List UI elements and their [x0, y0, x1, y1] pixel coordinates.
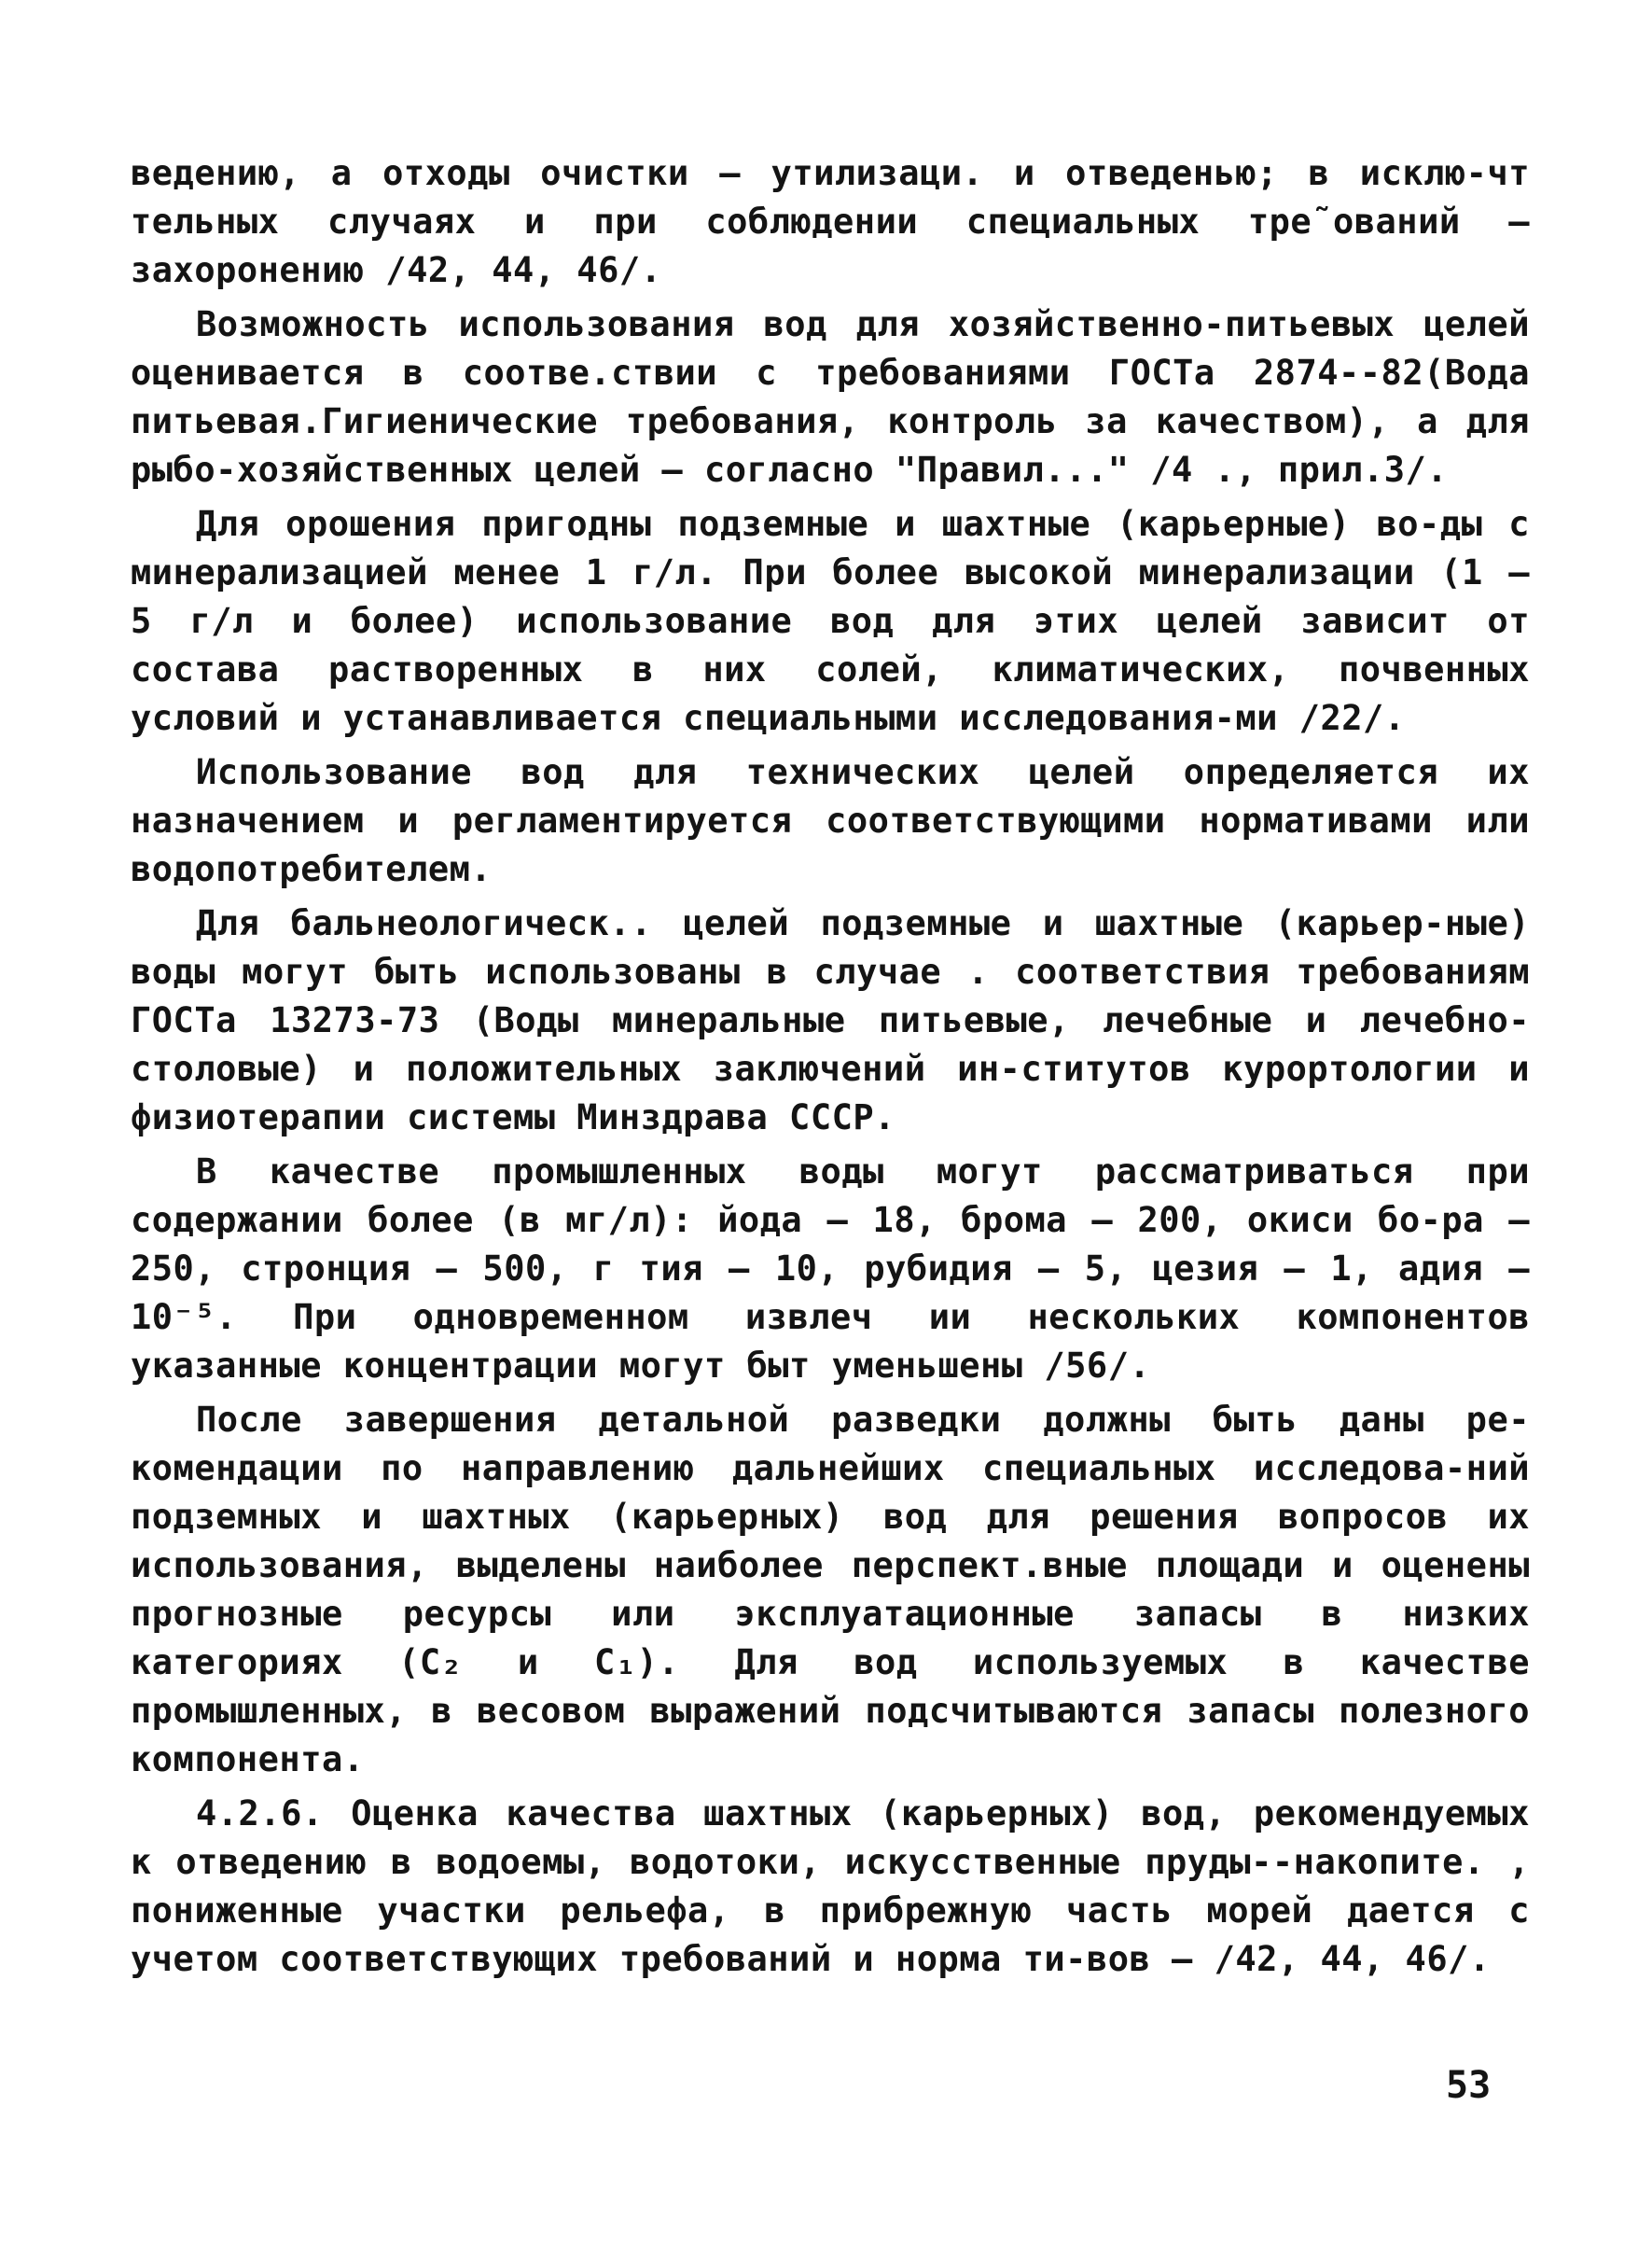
paragraph-6: В качестве промышленных воды могут рассматриваться при содержании более (в мг/л): йода – 18, брома – 200, окиси бо-ра – 250, стронция – 500, г тия – 10, рубидия – 5, цезия – 1, адия – 10⁻⁵. При одновременном извлеч ии нескольких компонентов указанные концентрации могут быт уменьшены /56/.: [131, 1151, 1530, 1386]
paragraph-4: Использование вод для технических целей определяется их назначением и регламентируется соответствующими нормативами или водопотребителем.: [131, 752, 1530, 889]
paragraph-5: Для бальнеологическ.. целей подземные и шахтные (карьер-ные) воды могут быть использованы в случае . соответствия требованиям ГОСТа 13273-73 (Воды минеральные питьевые, лечебные и лечебно-столовые) и положительных заключений ин-ститутов курортологии и физиотерапии системы Минздрава СССР.: [131, 903, 1530, 1137]
document-page: [131, 149, 1530, 2202]
paragraph-2: Возможность использования вод для хозяйственно-питьевых целей оценивается в соотве.ствии с требованиями ГОСТа 2874--82(Вода питьевая.Гигиенические требования, контроль за качеством), а для рыбо-хозяйственных целей – согласно "Правил..." /4 ., прил.3/.: [131, 304, 1530, 490]
paragraph-7: После завершения детальной разведки должны быть даны ре-комендации по направлению дальнейших специальных исследова-ний подземных и шахтных (карьерных) вод для решения вопросов их использования, выделены наиболее перспект.вные площади и оценены прогнозные ресурсы или эксплуатационные запасы в низких категориях (C₂ и C₁). Для вод используемых в качестве промышленных, в весовом выражений подсчитываются запасы полезного компонента.: [131, 1400, 1530, 1779]
paragraph-8: 4.2.6. Оценка качества шахтных (карьерных) вод, рекомендуемых к отведению в водоемы, водотоки, искусственные пруды--накопите. , пониженные участки рельефа, в прибрежную часть морей дается с учетом соответствующих требований и норма ти-вов – /42, 44, 46/.: [131, 1793, 1530, 1979]
page-number: 53: [1446, 2064, 1492, 2107]
paragraph-1: ведению, а отходы очистки – утилизаци. и отведенью; в исклю-чт тельных случаях и при соблюдении специальных тре˜ований – захоронению /42, 44, 46/.: [131, 153, 1530, 290]
paragraph-3: Для орошения пригодны подземные и шахтные (карьерные) во-ды с минерализацией менее 1 г/л. При более высокой минерализации (1 – 5 г/л и более) использование вод для этих целей зависит от состава растворенных в них солей, климатических, почвенных условий и устанавливается специальными исследования-ми /22/.: [131, 504, 1530, 738]
